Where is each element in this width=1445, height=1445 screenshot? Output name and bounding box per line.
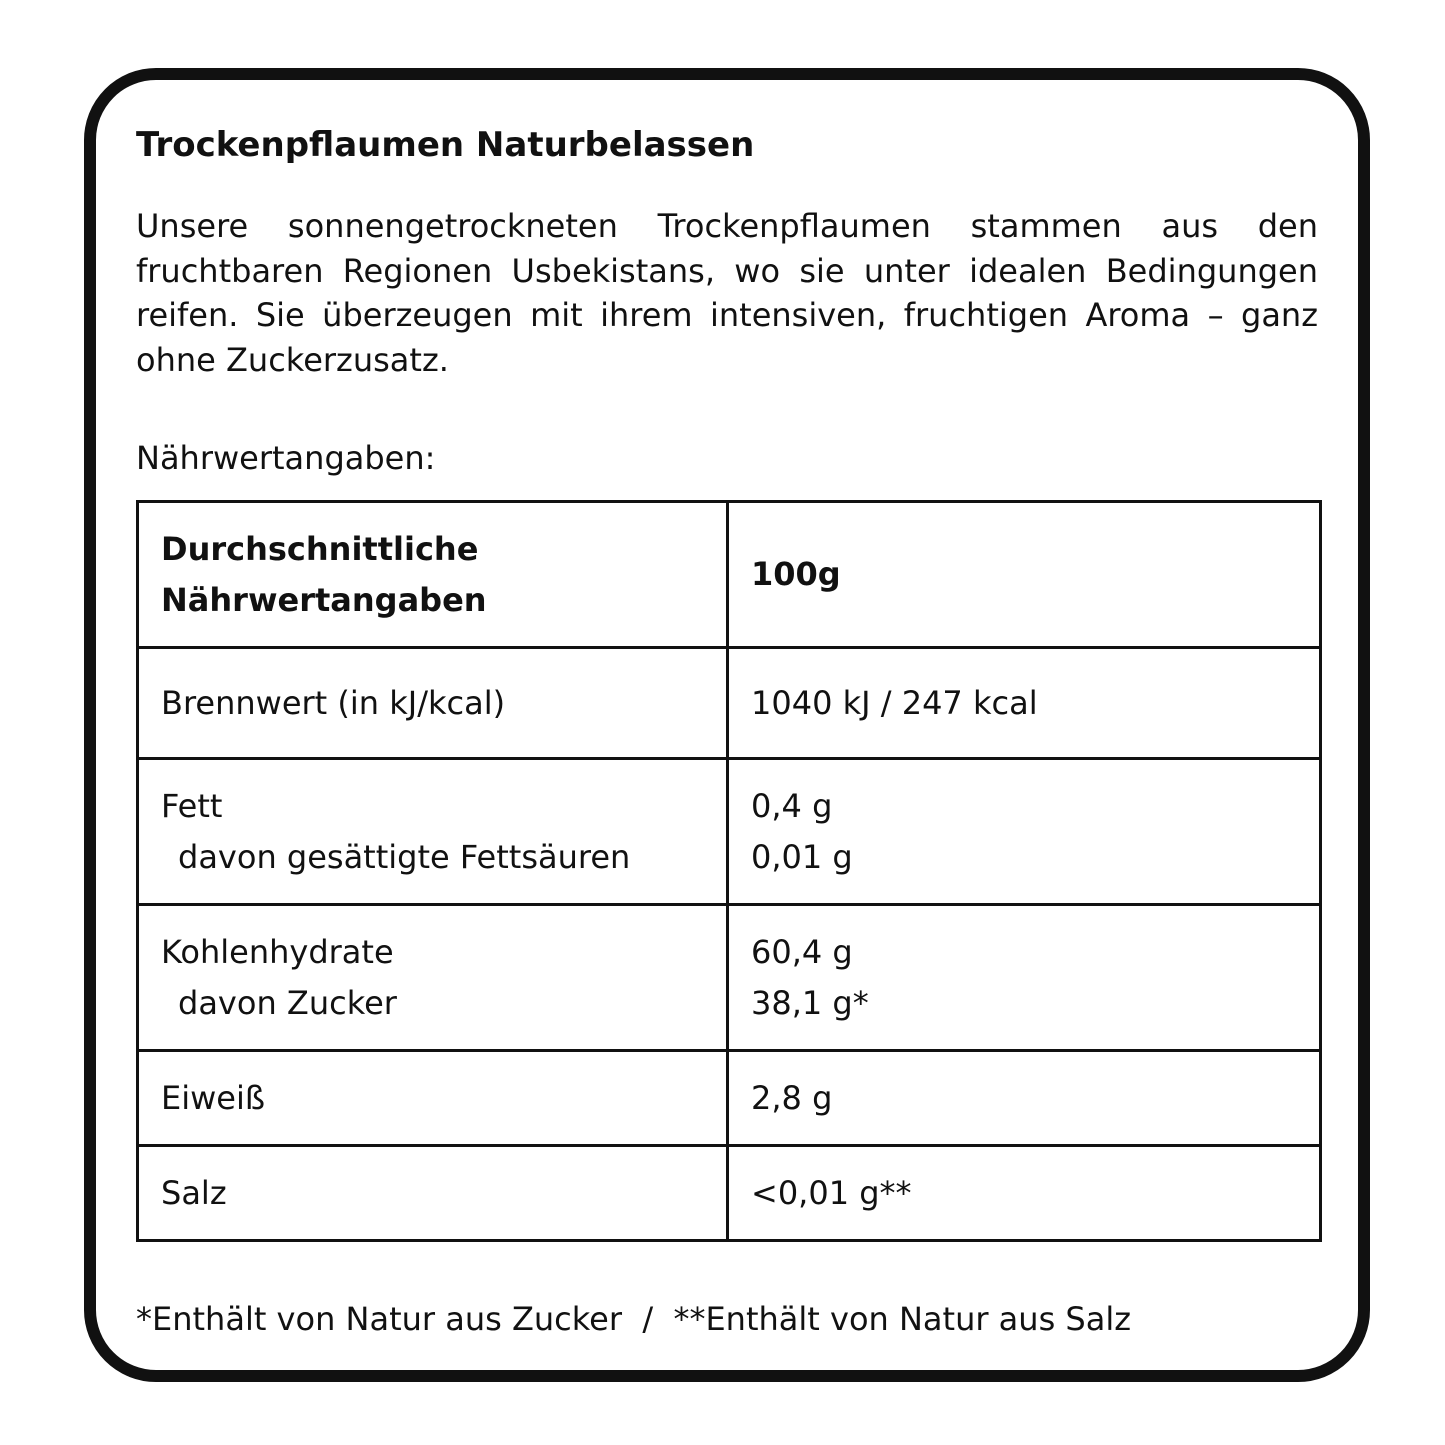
fat-value-cell [728,759,1321,905]
table-row-protein [138,1051,1321,1146]
protein-label: Eiweiß [138,1051,728,1146]
table-row-carbs [138,905,1321,1051]
saturated-fat-value: 0,01 g [751,837,853,876]
carbs-value: 60,4 g [751,932,853,971]
table-row-fat [138,759,1321,905]
nutrition-table [136,500,1322,1242]
salt-value: <0,01 g** [728,1146,1321,1241]
energy-value: 1040 kJ / 247 kcal [728,648,1321,759]
carbs-value-cell [728,905,1321,1051]
header-value-cell: 100g [728,502,1321,648]
table-row-energy [138,648,1321,759]
carbs-label: Kohlenhydrate [161,932,394,971]
header-label-cell [138,502,728,648]
header-label-line2: Nährwertangaben [161,580,487,619]
protein-value: 2,8 g [728,1051,1321,1146]
fat-label-cell [138,759,728,905]
header-label-line1: Durchschnittliche [161,529,479,568]
table-header-row [138,502,1321,648]
energy-label: Brennwert (in kJ/kcal) [138,648,728,759]
sugar-value: 38,1 g* [751,983,869,1022]
salt-label: Salz [138,1146,728,1241]
nutrition-section-label: Nährwertangaben: [136,439,436,477]
carbs-label-cell [138,905,728,1051]
saturated-fat-label: davon gesättigte Fettsäuren [178,837,631,876]
fat-value: 0,4 g [751,786,833,825]
product-description: Unsere sonnengetrockneten Trockenpflaumen stammen aus den fruchtbaren Regionen Usbekistans, wo sie unter idealen Bedingungen reifen. Sie überzeugen mit ihrem intensiven, fruchtigen Aroma – ganz ohne Zuckerzusatz. [136,207,1318,379]
sugar-label: davon Zucker [178,983,397,1022]
product-title: Trockenpflaumen Naturbelassen [136,125,755,165]
fat-label: Fett [161,786,223,825]
table-row-salt [138,1146,1321,1241]
footnote: *Enthält von Natur aus Zucker / **Enthält von Natur aus Salz [136,1300,1132,1338]
